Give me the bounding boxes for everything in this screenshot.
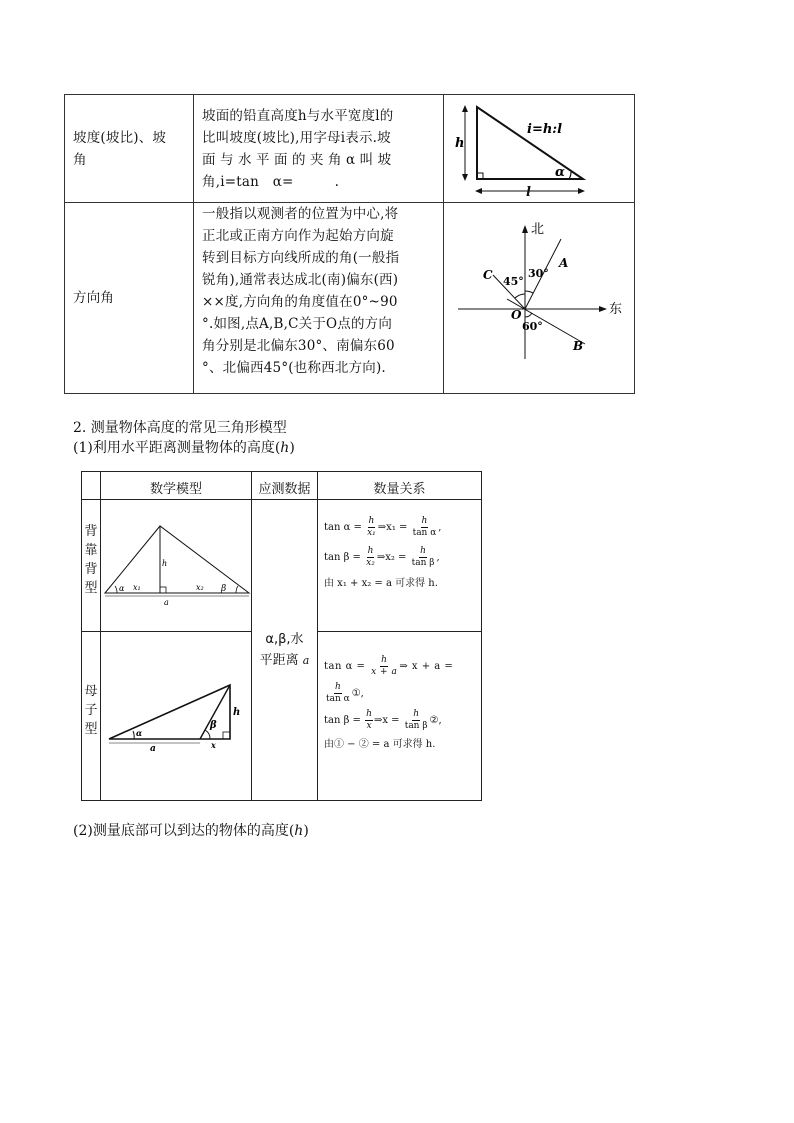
sub-heading-2: (2)测量底部可以到达的物体的高度(h) — [73, 823, 309, 839]
svg-text:β: β — [221, 584, 227, 594]
label-ratio: i=h:l — [527, 122, 563, 137]
relation-mother-child: tan α = $\frac{h}{x + a}$ ⇒ x + a = $\frac{h}{\text{tan α}}$ ①, tan β = $\frac{h}{x}$ ⇒x = $\frac{h}{\text{tan β}}$ ②, 由① − ② = a 可求得 h. — [324, 655, 454, 750]
header-model: 数学模型 — [149, 482, 202, 497]
svg-text:a: a — [150, 744, 156, 754]
bearing-term: 方向角 — [73, 290, 115, 306]
slope-term: 坡度(坡比)、坡 角 — [73, 130, 167, 168]
svg-text:α: α — [136, 728, 143, 738]
measured-data: α,β,水 平距离 a — [259, 632, 310, 668]
slope-description: 坡面的铅直高度h与水平宽度l的 比叫坡度(坡比),用字母i表示.坡 面与水平面的夹角α叫坡 角,i=tan α= . — [202, 108, 396, 190]
label-A: A — [559, 256, 569, 270]
svg-text:a: a — [164, 598, 169, 607]
slope-figure — [455, 99, 595, 199]
svg-text:x₂: x₂ — [196, 583, 204, 592]
label-60: 60° — [522, 320, 543, 333]
label-alpha: α — [555, 165, 566, 180]
model-table — [81, 471, 482, 801]
label-30: 30° — [528, 267, 549, 280]
label-h: h — [455, 136, 465, 151]
bearing-figure — [455, 219, 625, 369]
label-l: l — [526, 185, 531, 199]
bearing-description: 一般指以观测者的位置为中心,将 正北或正南方向作为起始方向旋 转到目标方向线所成的角(一般指 锐角),通常表达成北(南)偏东(西) ××度,方向角的角度值在0°~90 °.如图,点A,B,C关于O点的方向 角分别是北偏东30°、南偏东60 °、北偏西45°(也称西北方向). — [202, 206, 400, 376]
definition-table — [64, 94, 635, 394]
label-C: C — [483, 268, 493, 282]
row1-label: 背 靠 背 型 — [84, 524, 98, 596]
header-relation: 数量关系 — [373, 482, 426, 497]
mother-child-figure — [102, 677, 252, 757]
header-measured: 应测数据 — [258, 482, 311, 497]
svg-text:β: β — [210, 720, 217, 731]
label-O: O — [511, 308, 522, 322]
label-east: 东 — [609, 302, 623, 317]
sub-heading-1: (1)利用水平距离测量物体的高度(h) — [73, 440, 295, 456]
label-B: B — [573, 339, 584, 353]
row2-label: 母 子 型 — [84, 684, 98, 737]
svg-text:x₁: x₁ — [133, 583, 141, 592]
svg-text:α: α — [119, 584, 125, 593]
label-north: 北 — [531, 222, 545, 237]
relation-back-to-back: tan α = $\frac{h}{\text{x₁}}$ ⇒x₁ = $\frac{h}{\text{tan α}}$ , tan β = $\frac{h}{\text{x₂}}$ ⇒x₂ = $\frac{h}{\text{tan β}}$ , 由 x₁ + x₂ = a 可求得 h. — [324, 516, 442, 589]
svg-text:x: x — [211, 740, 216, 750]
back-to-back-figure — [102, 518, 252, 608]
section-title: 2. 测量物体高度的常见三角形模型 — [73, 420, 287, 436]
label-45: 45° — [503, 275, 524, 288]
svg-text:h: h — [233, 707, 241, 718]
svg-text:h: h — [162, 559, 168, 568]
